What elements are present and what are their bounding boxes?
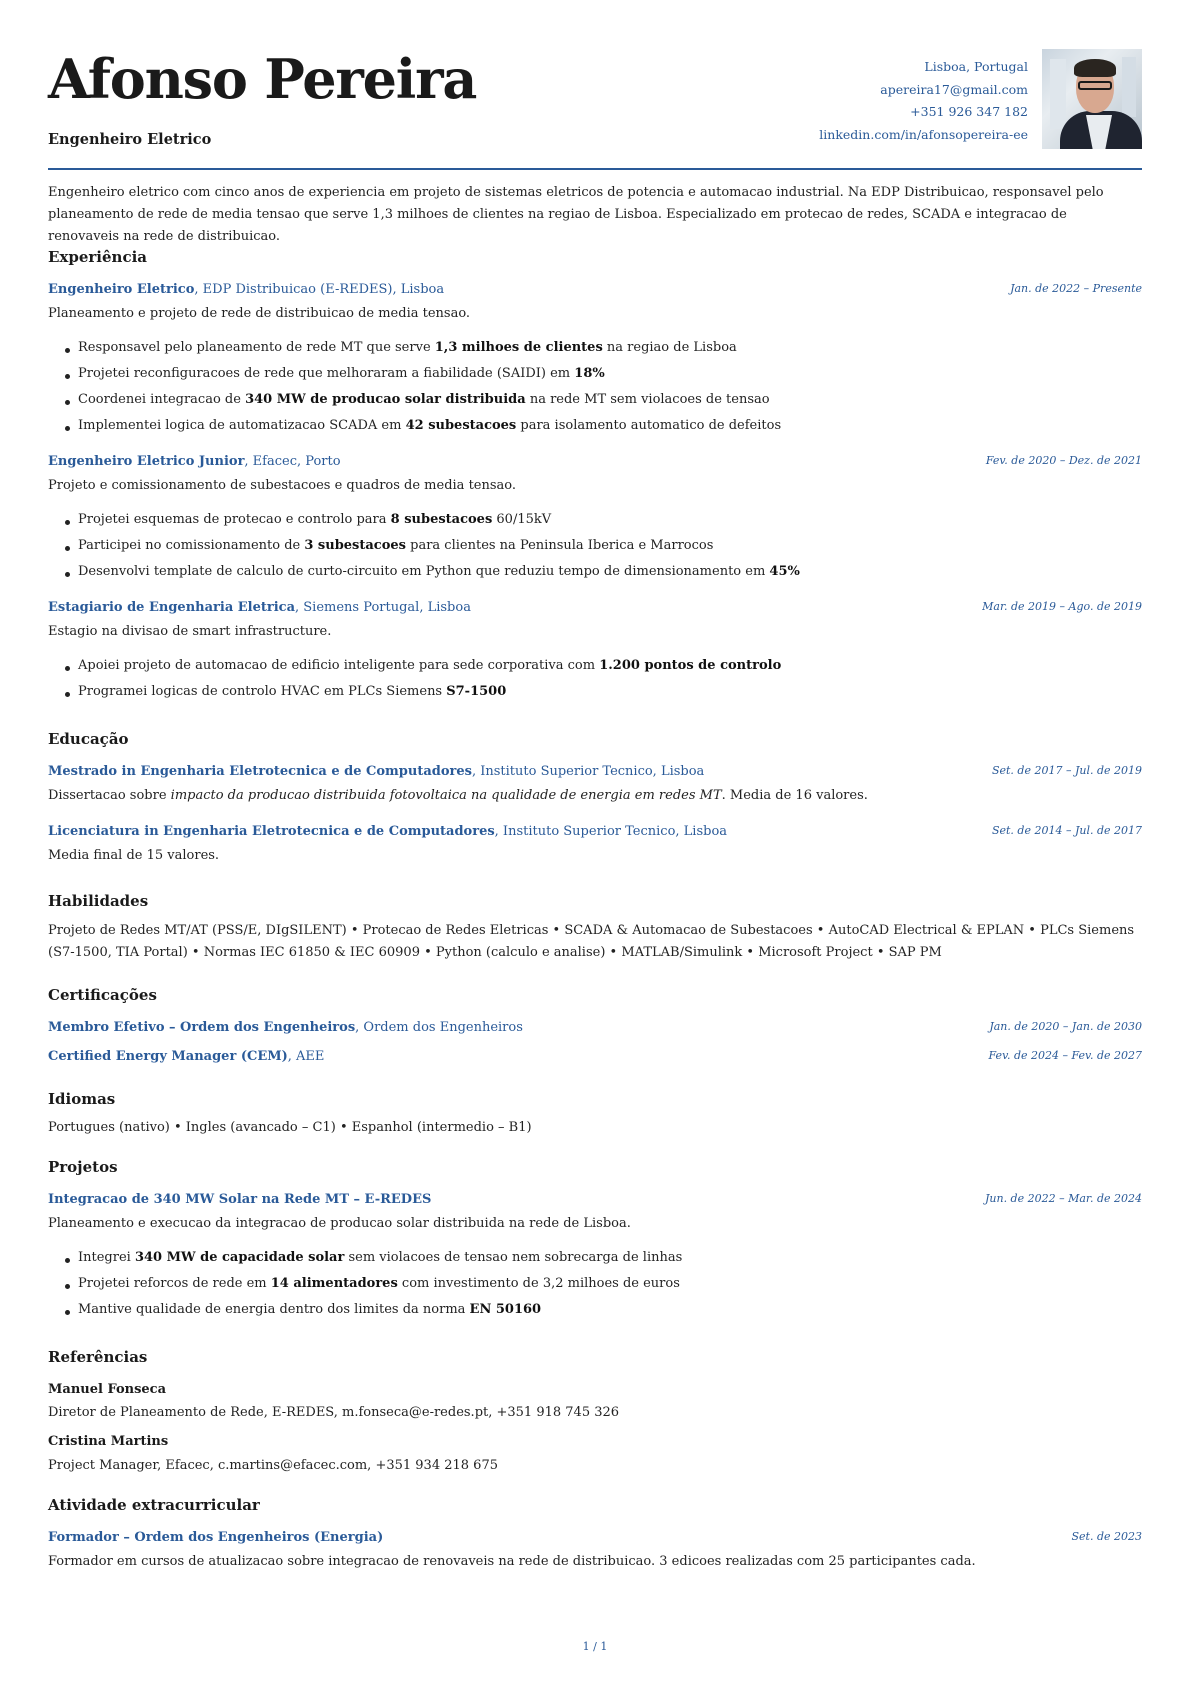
section-title-skills: Habilidades <box>48 892 149 910</box>
education-institution: , Instituto Superior Tecnico, Lisboa <box>494 824 728 839</box>
certification-name: Membro Efetivo – Ordem dos Engenheiros <box>48 1020 356 1035</box>
education-institution: , Instituto Superior Tecnico, Lisboa <box>471 764 705 779</box>
certification-issuer: , AEE <box>287 1049 325 1064</box>
project-name: Integracao de 340 MW Solar na Rede MT – E-REDES <box>48 1192 432 1207</box>
experience-bullet: Coordenei integracao de 340 MW de producao solar distribuida na rede MT sem violacoes de tensao <box>78 392 770 407</box>
experience-org: , EDP Distribuicao (E-REDES), Lisboa <box>194 282 445 297</box>
certification-issuer: , Ordem dos Engenheiros <box>355 1020 523 1035</box>
experience-entry-header <box>48 454 1142 469</box>
project-dates: Jun. de 2022 – Mar. de 2024 <box>984 1192 1142 1205</box>
extracurricular-entry-header <box>48 1530 1142 1545</box>
languages-list: Portugues (nativo) • Ingles (avancado – C1) • Espanhol (intermedio – B1) <box>48 1120 532 1135</box>
experience-role: Engenheiro Eletrico Junior <box>48 454 245 469</box>
contact-linkedin-link[interactable]: linkedin.com/in/afonsopereira-ee <box>819 126 1028 142</box>
contact-phone-link[interactable]: +351 926 347 182 <box>910 104 1028 119</box>
photo-hair <box>1074 59 1116 77</box>
certification-entry <box>48 1049 1142 1064</box>
extracurricular-name: Formador – Ordem dos Engenheiros (Energia) <box>48 1530 384 1545</box>
reference-name: Manuel Fonseca <box>48 1382 167 1397</box>
candidate-title: Engenheiro Eletrico <box>48 131 212 148</box>
project-bullet: Projetei reforcos de rede em 14 alimentadores com investimento de 3,2 milhoes de euros <box>78 1276 680 1291</box>
resume-header <box>48 0 1142 168</box>
certification-dates: Jan. de 2020 – Jan. de 2030 <box>989 1020 1142 1033</box>
summary-paragraph: Engenheiro eletrico com cinco anos de experiencia em projeto de sistemas eletricos de potencia e automacao industrial. Na EDP Distribuicao, responsavel pelo planeamento de rede de media tensao que serve 1,3 milhoes de clientes na regiao de Lisboa. Especializado em protecao de redes, SCADA e integracao de renovaveis na rede de distribuicao. <box>48 185 1104 244</box>
education-degree: Mestrado in Engenharia Eletrotecnica e de Computadores <box>48 764 472 779</box>
photo-background <box>1122 57 1136 117</box>
extracurricular-dates: Set. de 2023 <box>1071 1530 1142 1543</box>
education-entry-header <box>48 764 1142 779</box>
project-description: Planeamento e execucao da integracao de producao solar distribuida na rede de Lisboa. <box>48 1216 631 1231</box>
experience-bullet: Responsavel pelo planeamento de rede MT que serve 1,3 milhoes de clientes na regiao de Lisboa <box>78 340 737 355</box>
photo-background <box>1050 59 1066 129</box>
experience-bullet: Implementei logica de automatizacao SCADA em 42 subestacoes para isolamento automatico de defeitos <box>78 418 782 433</box>
section-title-projects: Projetos <box>48 1158 118 1176</box>
contact-block <box>819 56 1028 146</box>
candidate-name: Afonso Pereira <box>48 47 477 111</box>
experience-org: , Efacec, Porto <box>244 454 341 469</box>
education-description: Dissertacao sobre impacto da producao distribuida fotovoltaica na qualidade de energia em redes MT. Media de 16 valores. <box>48 788 868 803</box>
skills-list: Projeto de Redes MT/AT (PSS/E, DIgSILENT) • Protecao de Redes Eletricas • SCADA & Automacao de Subestacoes • AutoCAD Electrical & EPLAN • PLCs Siemens (S7-1500, TIA Portal) • Normas IEC 61850 & IEC 60909 • Python (calculo e analise) • MATLAB/Simulink • Microsoft Project • SAP PM <box>48 923 1135 960</box>
project-entry-header <box>48 1192 1142 1207</box>
certification-entry <box>48 1020 1142 1035</box>
section-title-references: Referências <box>48 1348 148 1366</box>
reference-details: Diretor de Planeamento de Rede, E-REDES, m.fonseca@e-redes.pt, +351 918 745 326 <box>48 1405 620 1420</box>
education-entry-header <box>48 824 1142 839</box>
experience-description: Planeamento e projeto de rede de distribuicao de media tensao. <box>48 306 471 321</box>
profile-photo <box>1042 49 1142 149</box>
experience-bullet: Projetei esquemas de protecao e controlo para 8 subestacoes 60/15kV <box>78 512 552 527</box>
experience-dates: Fev. de 2020 – Dez. de 2021 <box>985 454 1142 467</box>
contact-email-link[interactable]: apereira17@gmail.com <box>880 81 1028 97</box>
section-title-certifications: Certificações <box>48 986 157 1004</box>
contact-location: Lisboa, Portugal <box>924 59 1028 74</box>
experience-bullet: Desenvolvi template de calculo de curto-circuito em Python que reduziu tempo de dimensionamento em 45% <box>78 564 800 579</box>
extracurricular-description: Formador em cursos de atualizacao sobre integracao de renovaveis na rede de distribuicao. 3 edicoes realizadas com 25 participantes cada. <box>48 1554 976 1569</box>
experience-bullet: Programei logicas de controlo HVAC em PLCs Siemens S7-1500 <box>78 684 507 699</box>
section-title-experience: Experiência <box>48 248 148 266</box>
section-title-languages: Idiomas <box>48 1090 116 1108</box>
experience-role: Engenheiro Eletrico <box>48 282 195 297</box>
experience-entry-header <box>48 600 1142 615</box>
page-number: 1 / 1 <box>582 1640 608 1653</box>
experience-bullet: Participei no comissionamento de 3 subestacoes para clientes na Peninsula Iberica e Marrocos <box>78 538 714 553</box>
education-dates: Set. de 2017 – Jul. de 2019 <box>991 764 1142 777</box>
experience-description: Projeto e comissionamento de subestacoes e quadros de media tensao. <box>48 478 517 493</box>
certification-name: Certified Energy Manager (CEM) <box>48 1049 288 1064</box>
experience-bullet: Apoiei projeto de automacao de edificio inteligente para sede corporativa com 1.200 pontos de controlo <box>78 658 782 673</box>
education-degree: Licenciatura in Engenharia Eletrotecnica e de Computadores <box>48 824 495 839</box>
header-divider <box>48 168 1142 170</box>
experience-entry-header <box>48 282 1142 297</box>
reference-name: Cristina Martins <box>48 1434 169 1449</box>
experience-role: Estagiario de Engenharia Eletrica <box>48 600 296 615</box>
photo-glasses <box>1078 81 1112 90</box>
project-bullet: Mantive qualidade de energia dentro dos limites da norma EN 50160 <box>78 1302 542 1317</box>
section-title-education: Educação <box>48 730 129 748</box>
experience-bullet: Projetei reconfiguracoes de rede que melhoraram a fiabilidade (SAIDI) em 18% <box>78 366 605 381</box>
experience-description: Estagio na divisao de smart infrastructure. <box>48 624 332 639</box>
education-description: Media final de 15 valores. <box>48 848 220 863</box>
certification-dates: Fev. de 2024 – Fev. de 2027 <box>988 1049 1142 1062</box>
experience-dates: Jan. de 2022 – Presente <box>1010 282 1142 295</box>
education-dates: Set. de 2014 – Jul. de 2017 <box>991 824 1142 837</box>
experience-org: , Siemens Portugal, Lisboa <box>295 600 471 615</box>
project-bullet: Integrei 340 MW de capacidade solar sem violacoes de tensao nem sobrecarga de linhas <box>78 1250 683 1265</box>
reference-details: Project Manager, Efacec, c.martins@efacec.com, +351 934 218 675 <box>48 1458 498 1473</box>
resume-page <box>48 0 1142 1569</box>
experience-dates: Mar. de 2019 – Ago. de 2019 <box>982 600 1142 613</box>
section-title-extracurricular: Atividade extracurricular <box>48 1496 260 1514</box>
